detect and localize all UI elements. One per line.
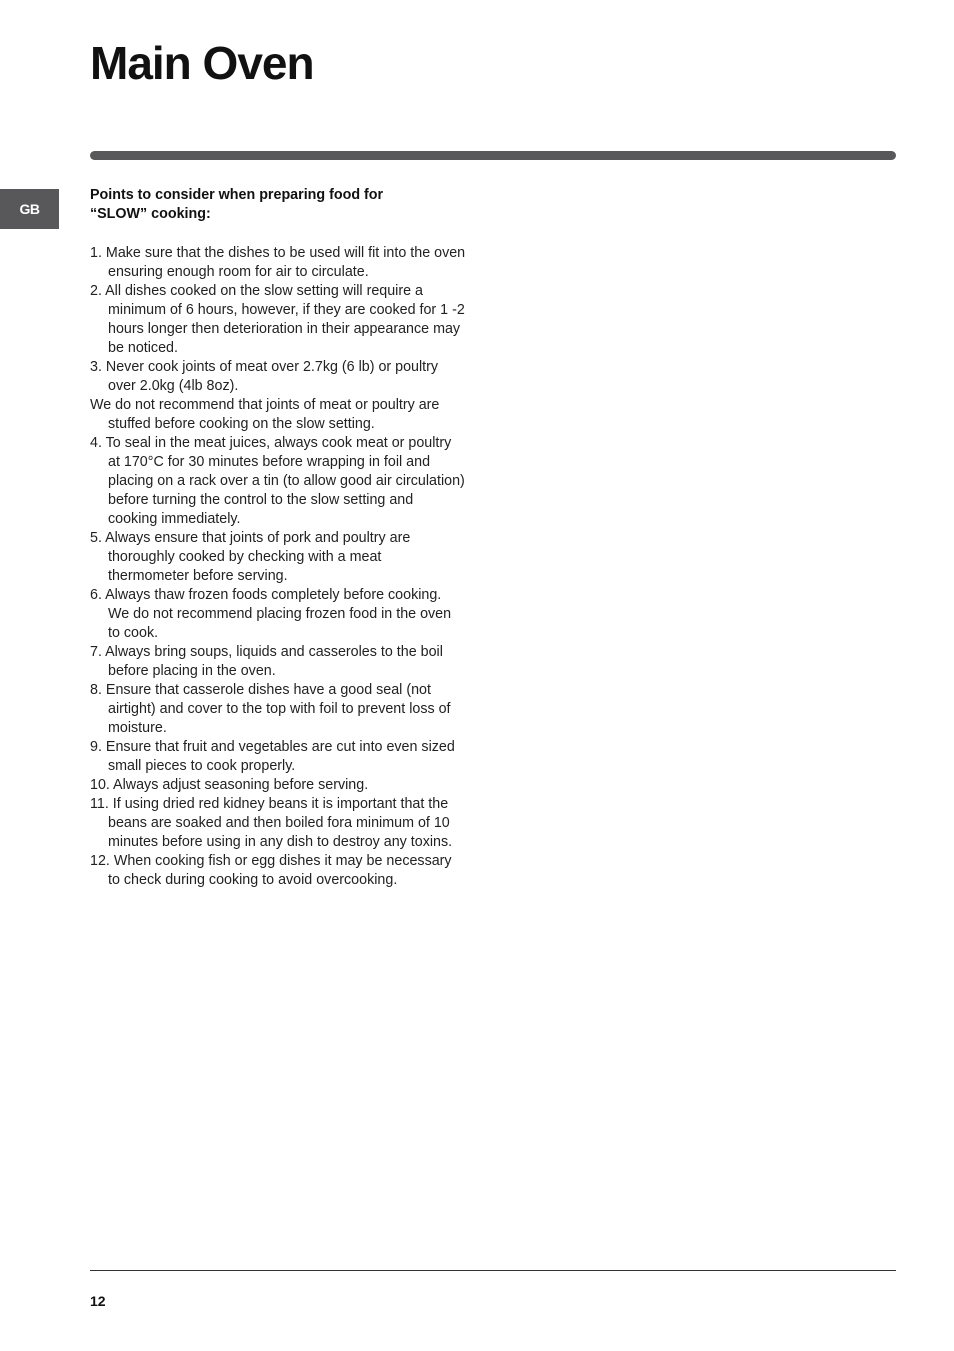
language-tab-label: GB	[19, 201, 40, 217]
list-item-number: 10.	[90, 777, 110, 793]
list-item	[90, 244, 466, 282]
page-title: Main Oven	[90, 37, 314, 89]
list-item-text: We do not recommend that joints of meat or poultry are stuffed before cooking on the slow setting.	[90, 397, 440, 432]
list-item-number: 11.	[90, 796, 109, 812]
list-item-text: To seal in the meat juices, always cook meat or poultry at 170°C for 30 minutes before wrapping in foil and placing on a rack over a tin (to allow good air circulation) before turning the control to the slow setting and cooking immediately.	[101, 435, 465, 527]
list-item	[90, 358, 466, 396]
list-item-number: 12.	[90, 853, 110, 869]
list-item-text: When cooking fish or egg dishes it may be necessary to check during cooking to avoid overcooking.	[108, 853, 452, 888]
footer-divider	[90, 1270, 896, 1271]
list-item-note	[90, 396, 466, 434]
list-item	[90, 643, 466, 681]
list-item-text: Always adjust seasoning before serving.	[109, 777, 369, 793]
list-item-number: 5.	[90, 530, 102, 546]
list-item	[90, 586, 466, 643]
list-item-number: 1.	[90, 245, 102, 261]
section-heading-line1: Points to consider when preparing food for	[90, 187, 384, 203]
list-item-number: 8.	[90, 682, 102, 698]
list-item	[90, 282, 466, 358]
list-item-number: 3.	[90, 359, 102, 375]
slow-cooking-section	[90, 186, 466, 890]
list-item	[90, 434, 466, 529]
list-item	[90, 738, 466, 776]
list-item-text: Make sure that the dishes to be used will fit into the oven ensuring enough room for air to circulate.	[101, 245, 466, 280]
list-item	[90, 795, 466, 852]
list-item-text: Always thaw frozen foods completely before cooking. We do not recommend placing frozen food in the oven to cook.	[101, 587, 452, 641]
list-item	[90, 681, 466, 738]
language-tab	[0, 189, 59, 229]
section-heading-line2: “SLOW” cooking:	[90, 206, 211, 222]
list-item	[90, 529, 466, 586]
list-item-number: 4.	[90, 435, 102, 451]
section-heading	[90, 186, 466, 224]
list-item-number: 7.	[90, 644, 102, 660]
list-item-text: If using dried red kidney beans it is important that the beans are soaked and then boiled fora minimum of 10 minutes before using in any dish to destroy any toxins.	[108, 796, 453, 850]
list-item-number: 2.	[90, 283, 102, 299]
list-item-text: Always bring soups, liquids and casseroles to the boil before placing in the oven.	[101, 644, 443, 679]
list-item-text: Never cook joints of meat over 2.7kg (6 lb) or poultry over 2.0kg (4lb 8oz).	[101, 359, 439, 394]
points-list	[90, 244, 466, 890]
list-item-text: Always ensure that joints of pork and poultry are thoroughly cooked by checking with a meat thermometer before serving.	[101, 530, 411, 584]
page-number: 12	[90, 1293, 106, 1309]
list-item-text: Ensure that casserole dishes have a good seal (not airtight) and cover to the top with foil to prevent loss of moisture.	[101, 682, 451, 736]
list-item-number: 9.	[90, 739, 102, 755]
list-item-text: Ensure that fruit and vegetables are cut into even sized small pieces to cook properly.	[101, 739, 455, 774]
title-divider	[90, 151, 896, 160]
list-item	[90, 776, 466, 795]
list-item-number: 6.	[90, 587, 102, 603]
list-item	[90, 852, 466, 890]
list-item-text: All dishes cooked on the slow setting will require a minimum of 6 hours, however, if they are cooked for 1 -2 hours longer then deterioration in their appearance may be noticed.	[101, 283, 465, 356]
